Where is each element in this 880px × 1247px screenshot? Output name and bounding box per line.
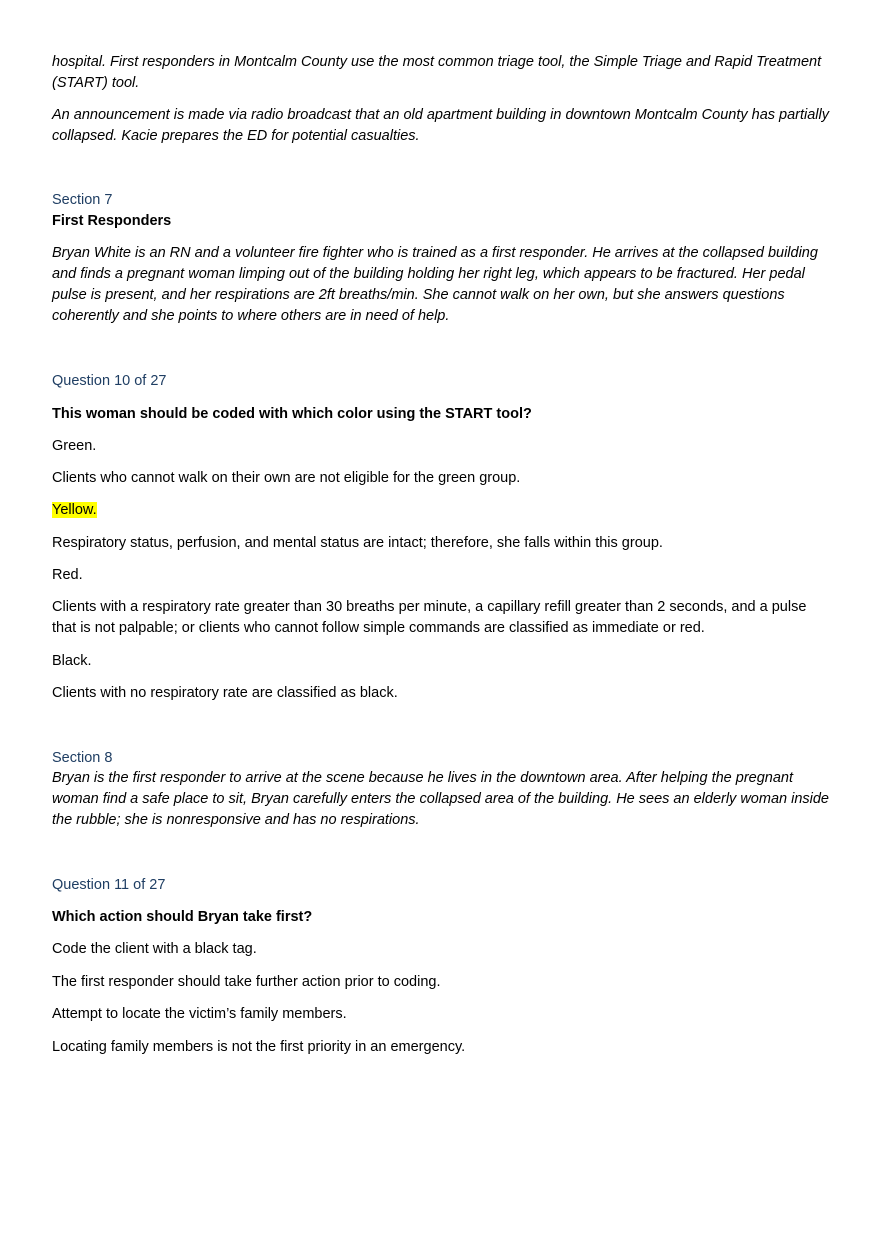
question-11-prompt: Which action should Bryan take first? [52,909,313,925]
question-10-label: Question 10 of 27 [52,373,167,389]
q11-option-black-tag: Code the client with a black tag. [52,941,257,957]
section-7-body: Bryan White is an RN and a volunteer fire fighter who is trained as a first responder. He arrives at the collapsed building and finds a pregnant woman limping out of the building holding her right leg, which appears to be fractured. Her pedal pulse is present, and her respirations are 2ft breaths/min. She cannot walk on her own, but she answers questions coherently and she points to where others are in need of help. [52,245,818,324]
intro-paragraph-2: An announcement is made via radio broadcast that an old apartment building in downtown Montcalm County has partially collapsed. Kacie prepares the ED for potential casualties. [52,107,830,144]
q11-option-family: Attempt to locate the victim’s family members. [52,1006,347,1022]
q10-option-yellow-wrapper [52,500,832,521]
section-7-label: Section 7 [52,192,113,208]
q10-option-black: Black. [52,653,92,669]
q10-rationale-yellow: Respiratory status, perfusion, and mental status are intact; therefore, she falls within this group. [52,535,663,551]
q10-rationale-green: Clients who cannot walk on their own are not eligible for the green group. [52,470,521,486]
q10-option-red: Red. [52,567,83,583]
intro-paragraph-1: hospital. First responders in Montcalm County use the most common triage tool, the Simple Triage and Rapid Treatment (START) tool. [52,54,822,91]
q11-rationale-family: Locating family members is not the first priority in an emergency. [52,1039,466,1055]
section-8-body: Bryan is the first responder to arrive at the scene because he lives in the downtown area. After helping the pregnant woman find a safe place to sit, Bryan carefully enters the collapsed area of the building. He sees an elderly woman inside the rubble; she is nonresponsive and has no respirations. [52,770,829,828]
section-8-label: Section 8 [52,750,113,766]
section-7-heading: First Responders [52,213,172,229]
question-11-label: Question 11 of 27 [52,877,166,893]
q11-rationale-black-tag: The first responder should take further action prior to coding. [52,974,441,990]
question-10-prompt: This woman should be coded with which color using the START tool? [52,406,532,422]
q10-rationale-black: Clients with no respiratory rate are classified as black. [52,685,398,701]
q10-option-green: Green. [52,438,97,454]
q10-rationale-red: Clients with a respiratory rate greater than 30 breaths per minute, a capillary refill greater than 2 seconds, and a pulse that is not palpable; or clients who cannot follow simple commands are classified as immediate or red. [52,599,807,636]
q10-option-yellow: Yellow. [52,502,97,518]
